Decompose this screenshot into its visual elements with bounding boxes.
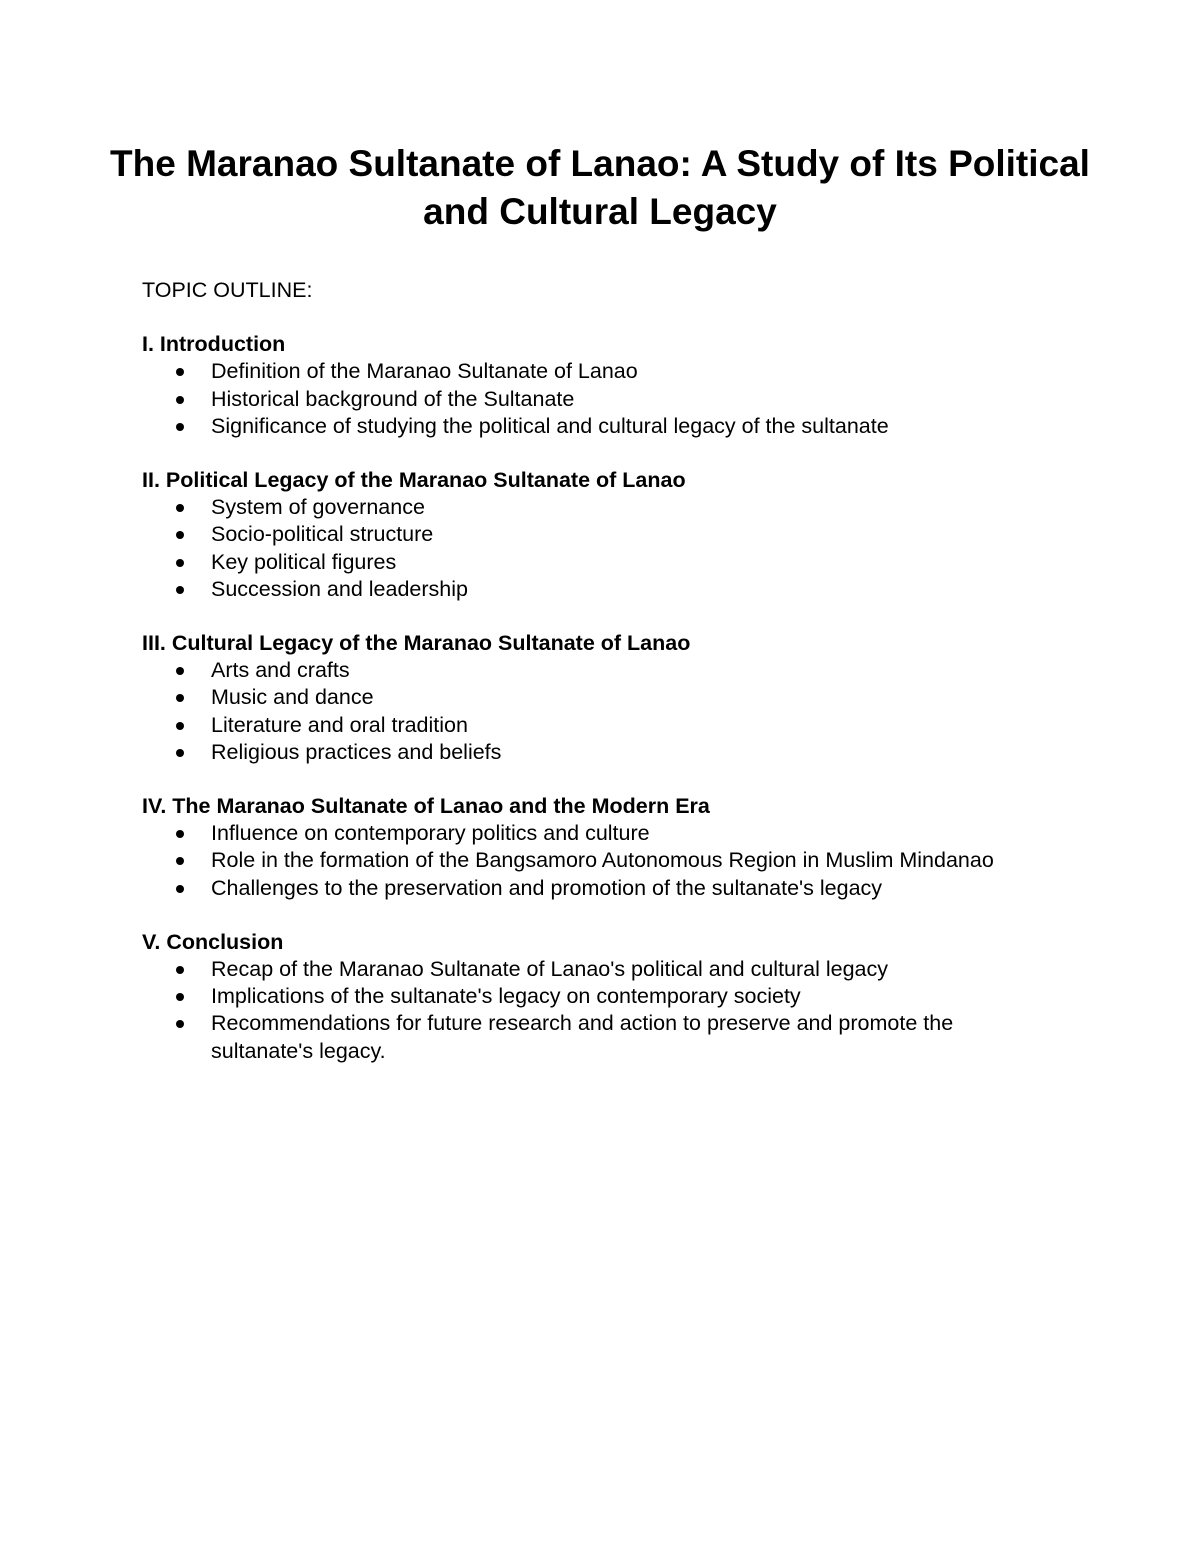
bullet-icon bbox=[176, 368, 184, 376]
bullet-icon bbox=[176, 857, 184, 865]
bullet-icon bbox=[176, 531, 184, 539]
list-item-text: Challenges to the preservation and promotion of the sultanate's legacy bbox=[211, 875, 883, 900]
list-item bbox=[142, 358, 1042, 385]
list-item bbox=[142, 684, 1042, 711]
list-item-text: Historical background of the Sultanate bbox=[211, 386, 575, 411]
section-heading: III. Cultural Legacy of the Maranao Sultanate of Lanao bbox=[142, 631, 691, 656]
section-heading: IV. The Maranao Sultanate of Lanao and the Modern Era bbox=[142, 794, 710, 819]
list-item-text: Recap of the Maranao Sultanate of Lanao's political and cultural legacy bbox=[211, 957, 889, 982]
list-item-text: System of governance bbox=[211, 495, 425, 520]
list-item-text: Significance of studying the political and cultural legacy of the sultanate bbox=[211, 413, 889, 438]
list-item-text: Succession and leadership bbox=[211, 576, 468, 601]
outline-content bbox=[142, 277, 1042, 1092]
list-item bbox=[142, 386, 1042, 413]
list-item bbox=[142, 549, 1042, 576]
bullet-icon bbox=[176, 423, 184, 431]
bullet-icon bbox=[176, 966, 184, 974]
section-political-legacy bbox=[142, 467, 1042, 603]
list-item bbox=[142, 820, 1042, 847]
list-item bbox=[142, 521, 1042, 548]
bullet-list bbox=[142, 657, 1042, 766]
list-item-text: Definition of the Maranao Sultanate of Lanao bbox=[211, 359, 638, 384]
section-heading: V. Conclusion bbox=[142, 929, 284, 954]
list-item bbox=[142, 413, 1042, 440]
list-item bbox=[142, 576, 1042, 603]
bullet-icon bbox=[176, 1020, 184, 1028]
bullet-icon bbox=[176, 586, 184, 594]
bullet-list bbox=[142, 956, 1042, 1065]
topic-outline-label: TOPIC OUTLINE: bbox=[142, 278, 313, 302]
list-item bbox=[142, 1010, 1042, 1064]
list-item-text: Implications of the sultanate's legacy on contemporary society bbox=[211, 984, 801, 1009]
list-item-text: Influence on contemporary politics and culture bbox=[211, 821, 650, 846]
list-item-text: Role in the formation of the Bangsamoro Autonomous Region in Muslim Mindanao bbox=[211, 848, 994, 873]
list-item bbox=[142, 847, 1042, 874]
list-item bbox=[142, 956, 1042, 983]
list-item bbox=[142, 657, 1042, 684]
list-item-text: Arts and crafts bbox=[211, 658, 350, 683]
list-item bbox=[142, 712, 1042, 739]
section-introduction bbox=[142, 331, 1042, 440]
bullet-icon bbox=[176, 830, 184, 838]
section-cultural-legacy bbox=[142, 630, 1042, 766]
section-heading: I. Introduction bbox=[142, 332, 286, 357]
list-item-text: Socio-political structure bbox=[211, 522, 434, 547]
list-item bbox=[142, 494, 1042, 521]
list-item-text: Music and dance bbox=[211, 685, 374, 710]
list-item bbox=[142, 739, 1042, 766]
section-conclusion bbox=[142, 929, 1042, 1065]
bullet-icon bbox=[176, 396, 184, 404]
bullet-icon bbox=[176, 667, 184, 675]
bullet-list bbox=[142, 494, 1042, 603]
list-item-text: Literature and oral tradition bbox=[211, 712, 468, 737]
list-item bbox=[142, 875, 1042, 902]
section-heading: II. Political Legacy of the Maranao Sultanate of Lanao bbox=[142, 468, 686, 493]
list-item bbox=[142, 983, 1042, 1010]
list-item-text: Religious practices and beliefs bbox=[211, 739, 502, 764]
bullet-icon bbox=[176, 885, 184, 893]
bullet-icon bbox=[176, 749, 184, 757]
document-title: The Maranao Sultanate of Lanao: A Study of Its Political and Cultural Legacy bbox=[110, 143, 1090, 232]
bullet-icon bbox=[176, 722, 184, 730]
bullet-icon bbox=[176, 993, 184, 1001]
list-item-text: Recommendations for future research and action to preserve and promote the sultanate's legacy. bbox=[211, 1011, 954, 1063]
bullet-list bbox=[142, 358, 1042, 440]
section-modern-era bbox=[142, 793, 1042, 902]
bullet-icon bbox=[176, 694, 184, 702]
bullet-list bbox=[142, 820, 1042, 902]
bullet-icon bbox=[176, 504, 184, 512]
list-item-text: Key political figures bbox=[211, 549, 397, 574]
bullet-icon bbox=[176, 559, 184, 567]
